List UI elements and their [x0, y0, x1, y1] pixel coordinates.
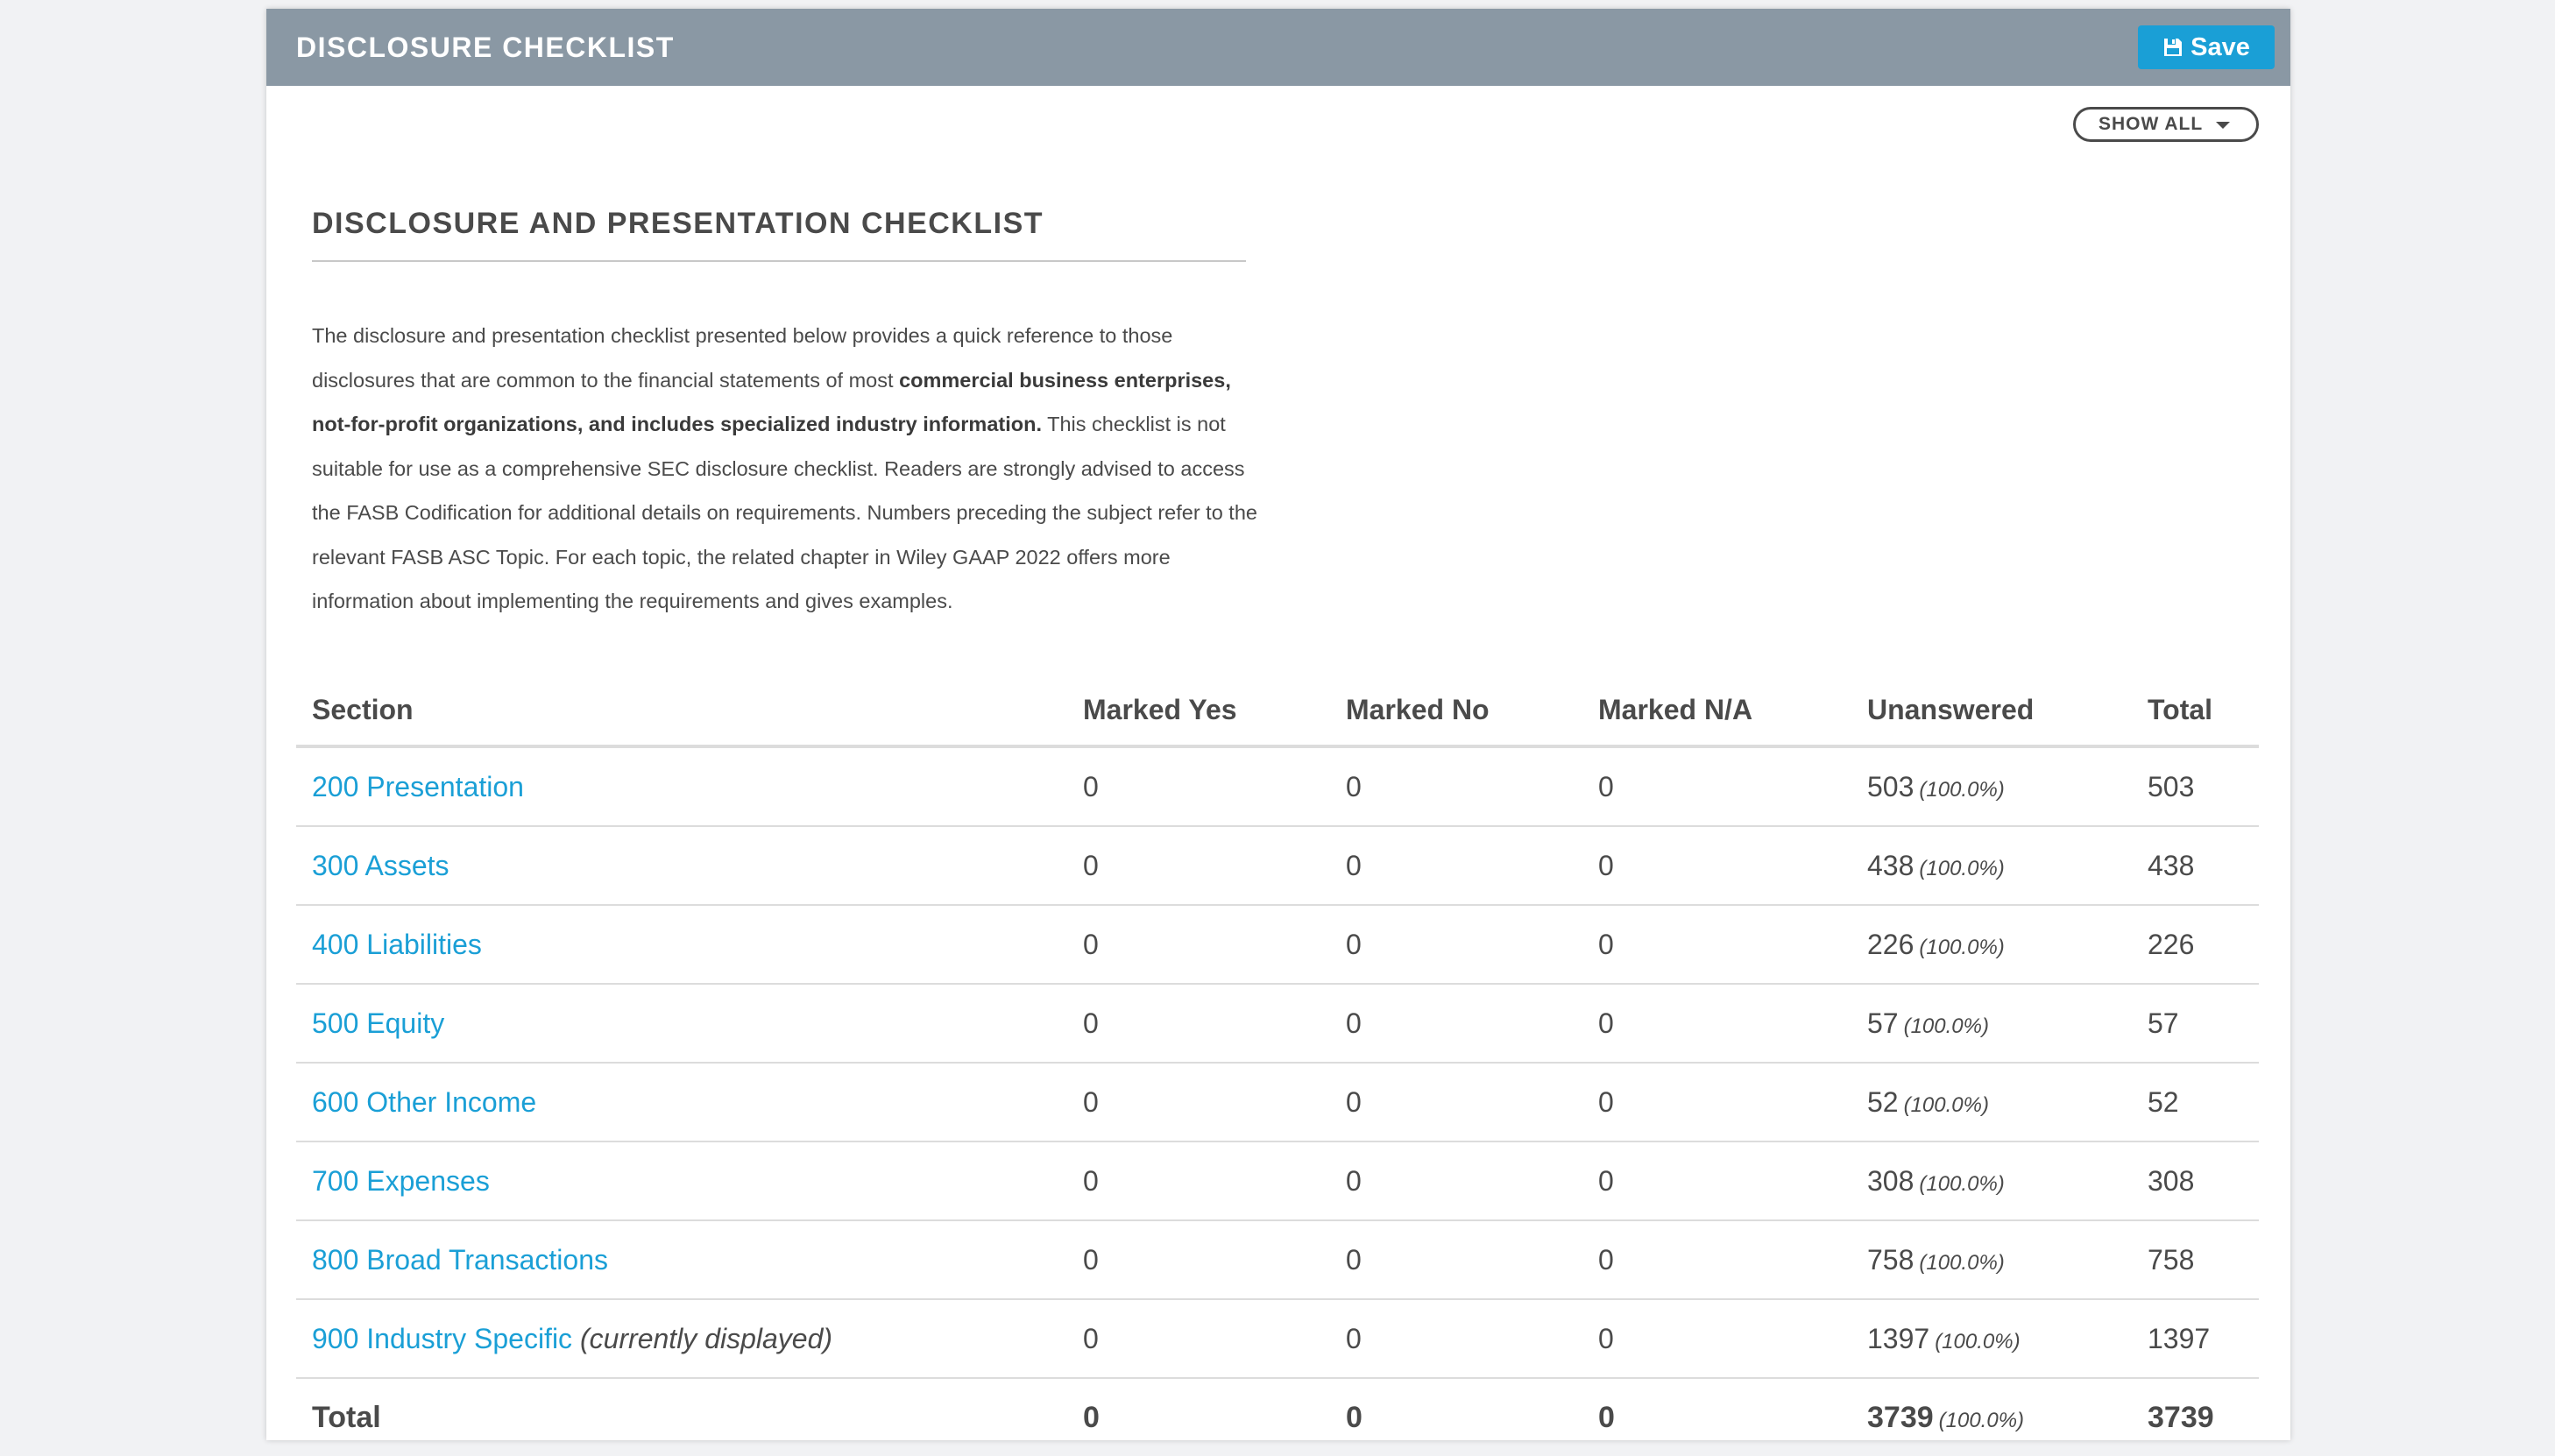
marked-no-cell: 0 [1345, 1141, 1597, 1220]
intro-text-bold: commercial business enterprises, not-for-profit organizations, and includes specialized industry information. [312, 368, 1231, 435]
total-cell: 758 [2147, 1220, 2259, 1299]
chevron-down-icon [2216, 122, 2230, 129]
table-row [296, 1220, 2259, 1299]
section-cell [296, 1220, 1082, 1299]
header-unanswered: Unanswered [1866, 675, 2147, 746]
header-marked-yes: Marked Yes [1082, 675, 1345, 746]
section-link[interactable]: 900 Industry Specific [312, 1322, 573, 1354]
save-button[interactable] [2138, 25, 2275, 69]
header-marked-no: Marked No [1345, 675, 1597, 746]
section-cell [296, 984, 1082, 1063]
unanswered-percent: (100.0%) [1935, 1329, 2021, 1354]
unanswered-count: 438 [1867, 849, 1914, 881]
total-cell: 226 [2147, 905, 2259, 984]
total-cell: 503 [2147, 746, 2259, 826]
header-total: Total [2147, 675, 2259, 746]
unanswered-cell [1866, 1299, 2147, 1378]
unanswered-count: 57 [1867, 1007, 1899, 1039]
marked-yes-cell: 0 [1082, 1063, 1345, 1141]
unanswered-count: 503 [1867, 770, 1914, 802]
show-all-label: SHOW ALL [2098, 114, 2204, 134]
unanswered-percent: (100.0%) [1919, 856, 2005, 880]
table-row [296, 984, 2259, 1063]
panel-title: DISCLOSURE CHECKLIST [296, 31, 675, 63]
total-cell: 52 [2147, 1063, 2259, 1141]
panel-header [266, 9, 2290, 86]
unanswered-percent: (100.0%) [1919, 777, 2005, 802]
unanswered-cell [1866, 1141, 2147, 1220]
marked-yes-cell: 0 [1082, 826, 1345, 905]
section-link[interactable]: 800 Broad Transactions [312, 1243, 608, 1276]
floppy-disk-icon [2162, 37, 2183, 58]
unanswered-count: 226 [1867, 928, 1914, 960]
marked-yes-cell: 0 [1082, 1299, 1345, 1378]
table-row [296, 826, 2259, 905]
unanswered-count: 308 [1867, 1164, 1914, 1197]
section-cell [296, 1141, 1082, 1220]
marked-yes-cell: 0 [1082, 984, 1345, 1063]
unanswered-percent: (100.0%) [1919, 1250, 2005, 1275]
total-unanswered-cell [1866, 1378, 2147, 1456]
table-row [296, 746, 2259, 826]
section-link[interactable]: 300 Assets [312, 849, 449, 881]
marked-na-cell: 0 [1597, 1299, 1866, 1378]
unanswered-percent: (100.0%) [1919, 1171, 2005, 1196]
section-link[interactable]: 600 Other Income [312, 1085, 537, 1118]
total-marked-yes: 0 [1083, 1400, 1100, 1434]
marked-yes-cell: 0 [1082, 905, 1345, 984]
marked-na-cell: 0 [1597, 826, 1866, 905]
total-marked-na: 0 [1598, 1400, 1615, 1434]
unanswered-cell [1866, 746, 2147, 826]
marked-no-cell: 0 [1345, 1063, 1597, 1141]
grand-total: 3739 [2148, 1400, 2214, 1434]
marked-na-cell: 0 [1597, 905, 1866, 984]
total-cell: 57 [2147, 984, 2259, 1063]
section-cell [296, 826, 1082, 905]
table-row [296, 1141, 2259, 1220]
intro-text-start: The disclosure and presentation checklist presented below provides a quick reference to those disclosures that are common to the financial statements of most [312, 324, 1173, 392]
unanswered-cell [1866, 826, 2147, 905]
section-link[interactable]: 500 Equity [312, 1007, 445, 1039]
marked-no-cell: 0 [1345, 1220, 1597, 1299]
unanswered-count: 1397 [1867, 1322, 1930, 1354]
marked-na-cell: 0 [1597, 984, 1866, 1063]
section-cell [296, 1063, 1082, 1141]
unanswered-percent: (100.0%) [1903, 1014, 1989, 1038]
total-marked-no: 0 [1346, 1400, 1362, 1434]
save-button-label: Save [2191, 32, 2250, 61]
unanswered-count: 52 [1867, 1085, 1899, 1118]
section-link[interactable]: 400 Liabilities [312, 928, 482, 960]
marked-no-cell: 0 [1345, 905, 1597, 984]
marked-no-cell: 0 [1345, 826, 1597, 905]
section-link[interactable]: 200 Presentation [312, 770, 524, 802]
intro-paragraph [312, 314, 1258, 624]
total-label: Total [312, 1400, 381, 1434]
header-marked-na: Marked N/A [1597, 675, 1866, 746]
unanswered-percent: (100.0%) [1903, 1092, 1989, 1117]
marked-na-cell: 0 [1597, 1141, 1866, 1220]
header-section: Section [296, 675, 1082, 746]
current-section-note: (currently displayed) [579, 1322, 833, 1354]
unanswered-cell [1866, 905, 2147, 984]
intro-text-end: This checklist is not suitable for use as a comprehensive SEC disclosure checklist. Readers are strongly advised to access the FASB Codification for additional details on requirements. Numbers preceding the subject refer to the relevant FASB ASC Topic. For each topic, the related chapter in Wiley GAAP 2022 offers more information about implementing the requirements and gives examples. [312, 413, 1257, 612]
total-cell: 1397 [2147, 1299, 2259, 1378]
unanswered-cell [1866, 1220, 2147, 1299]
total-cell: 438 [2147, 826, 2259, 905]
marked-na-cell: 0 [1597, 1220, 1866, 1299]
total-unanswered-count: 3739 [1867, 1400, 1934, 1434]
marked-yes-cell: 0 [1082, 1141, 1345, 1220]
unanswered-percent: (100.0%) [1919, 935, 2005, 959]
checklist-panel [266, 9, 2290, 1440]
section-cell [296, 746, 1082, 826]
section-link[interactable]: 700 Expenses [312, 1164, 490, 1197]
section-heading: DISCLOSURE AND PRESENTATION CHECKLIST [312, 207, 1246, 262]
marked-yes-cell: 0 [1082, 1220, 1345, 1299]
marked-na-cell: 0 [1597, 1063, 1866, 1141]
section-cell [296, 905, 1082, 984]
unanswered-cell [1866, 1063, 2147, 1141]
table-header-row [296, 675, 2259, 746]
total-unanswered-percent: (100.0%) [1938, 1408, 2025, 1432]
marked-no-cell: 0 [1345, 984, 1597, 1063]
unanswered-cell [1866, 984, 2147, 1063]
marked-no-cell: 0 [1345, 746, 1597, 826]
total-cell: 308 [2147, 1141, 2259, 1220]
table-total-row [296, 1378, 2259, 1456]
section-cell [296, 1299, 1082, 1378]
table-row [296, 905, 2259, 984]
unanswered-count: 758 [1867, 1243, 1914, 1276]
show-all-dropdown[interactable] [2073, 107, 2259, 142]
checklist-summary-table [296, 675, 2259, 1456]
marked-na-cell: 0 [1597, 746, 1866, 826]
marked-yes-cell: 0 [1082, 746, 1345, 826]
marked-no-cell: 0 [1345, 1299, 1597, 1378]
table-row [296, 1299, 2259, 1378]
table-row [296, 1063, 2259, 1141]
